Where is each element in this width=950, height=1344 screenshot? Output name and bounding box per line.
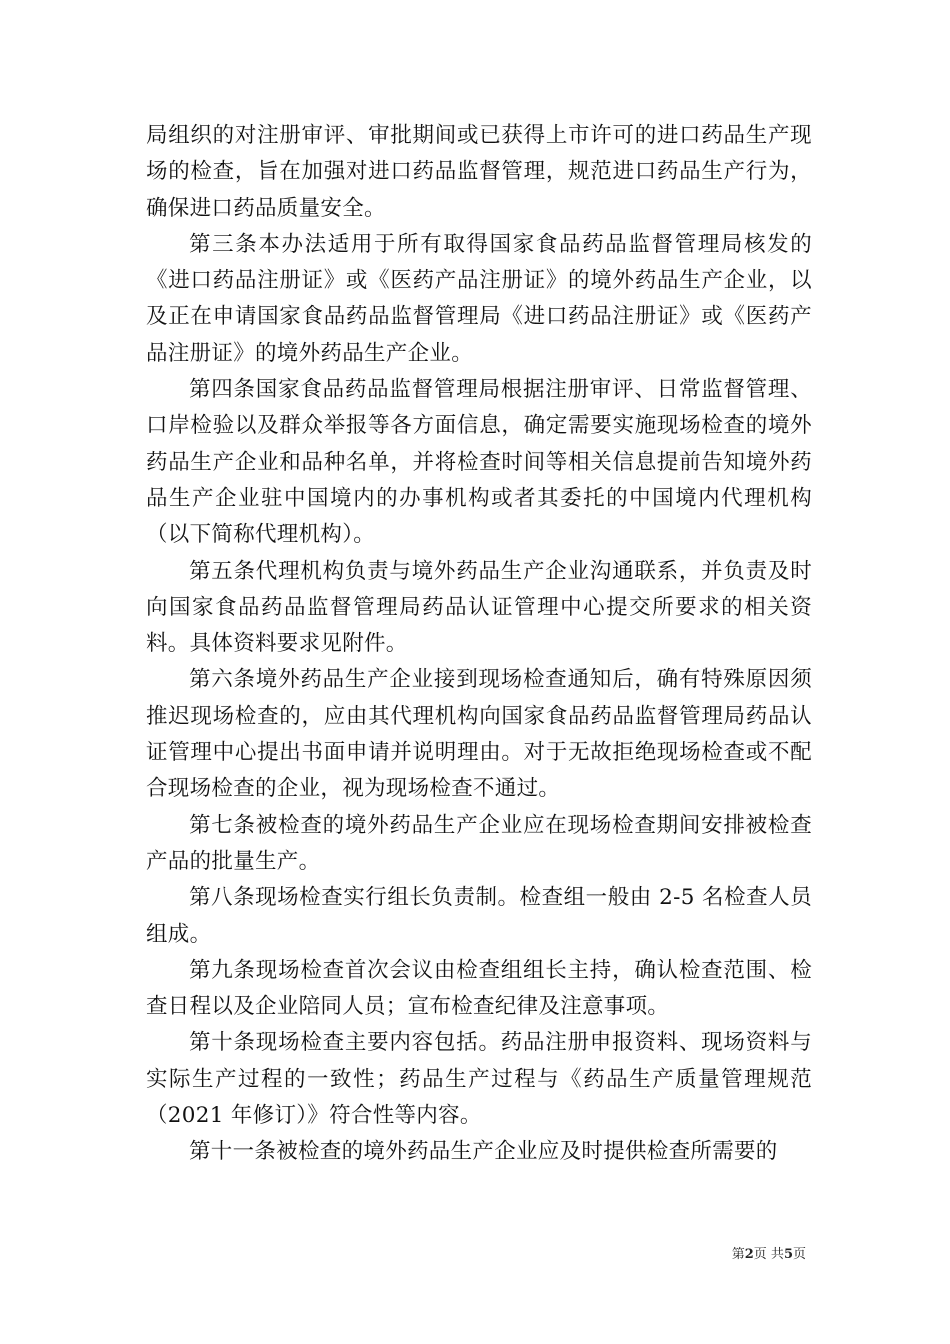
document-body [146, 118, 812, 1171]
paragraph-article-11: 第十一条被检查的境外药品生产企业应及时提供检查所需要的 [189, 1139, 778, 1165]
paragraph-article-3: 第三条本办法适用于所有取得国家食品药品监督管理局核发的《进口药品注册证》或《医药产品注册证》的境外药品生产企业，以及正在申请国家食品药品监督管理局《进口药品注册证》或《医药产品注册证》的境外药品生产企业。 [146, 231, 812, 366]
footer-total-pages: 5 [783, 1247, 793, 1262]
footer-middle: 页 共 [753, 1247, 784, 1262]
paragraph-article-10: 第十条现场检查主要内容包括。药品注册申报资料、现场资料与实际生产过程的一致性；药品生产过程与《药品生产质量管理规范（2021 年修订）》符合性等内容。 [146, 1030, 812, 1129]
paragraph-1: 局组织的对注册审评、审批期间或已获得上市许可的进口药品生产现场的检查，旨在加强对进口药品监督管理，规范进口药品生产行为，确保进口药品质量安全。 [146, 123, 812, 221]
footer-suffix: 页 [792, 1247, 806, 1262]
paragraph-article-6: 第六条境外药品生产企业接到现场检查通知后，确有特殊原因须推迟现场检查的，应由其代理机构向国家食品药品监督管理局药品认证管理中心提出书面申请并说明理由。对于无故拒绝现场检查或不配合现场检查的企业，视为现场检查不通过。 [146, 667, 812, 802]
paragraph-article-8: 第八条现场检查实行组长负责制。检查组一般由 2-5 名检查人员组成。 [146, 885, 812, 947]
paragraph-article-9: 第九条现场检查首次会议由检查组组长主持，确认检查范围、检查日程以及企业陪同人员；宣布检查纪律及注意事项。 [146, 957, 812, 1020]
footer-current-page: 2 [744, 1247, 754, 1262]
paragraph-article-4: 第四条国家食品药品监督管理局根据注册审评、日常监督管理、口岸检验以及群众举报等各方面信息，确定需要实施现场检查的境外药品生产企业和品种名单，并将检查时间等相关信息提前告知境外药品生产企业驻中国境内的办事机构或者其委托的中国境内代理机构（以下简称代理机构）。 [146, 377, 812, 548]
footer-prefix: 第 [731, 1247, 745, 1262]
paragraph-article-5: 第五条代理机构负责与境外药品生产企业沟通联系，并负责及时向国家食品药品监督管理局药品认证管理中心提交所要求的相关资料。具体资料要求见附件。 [146, 558, 812, 657]
paragraph-article-7: 第七条被检查的境外药品生产企业应在现场检查期间安排被检查产品的批量生产。 [146, 812, 812, 874]
page-footer [660, 1246, 806, 1264]
